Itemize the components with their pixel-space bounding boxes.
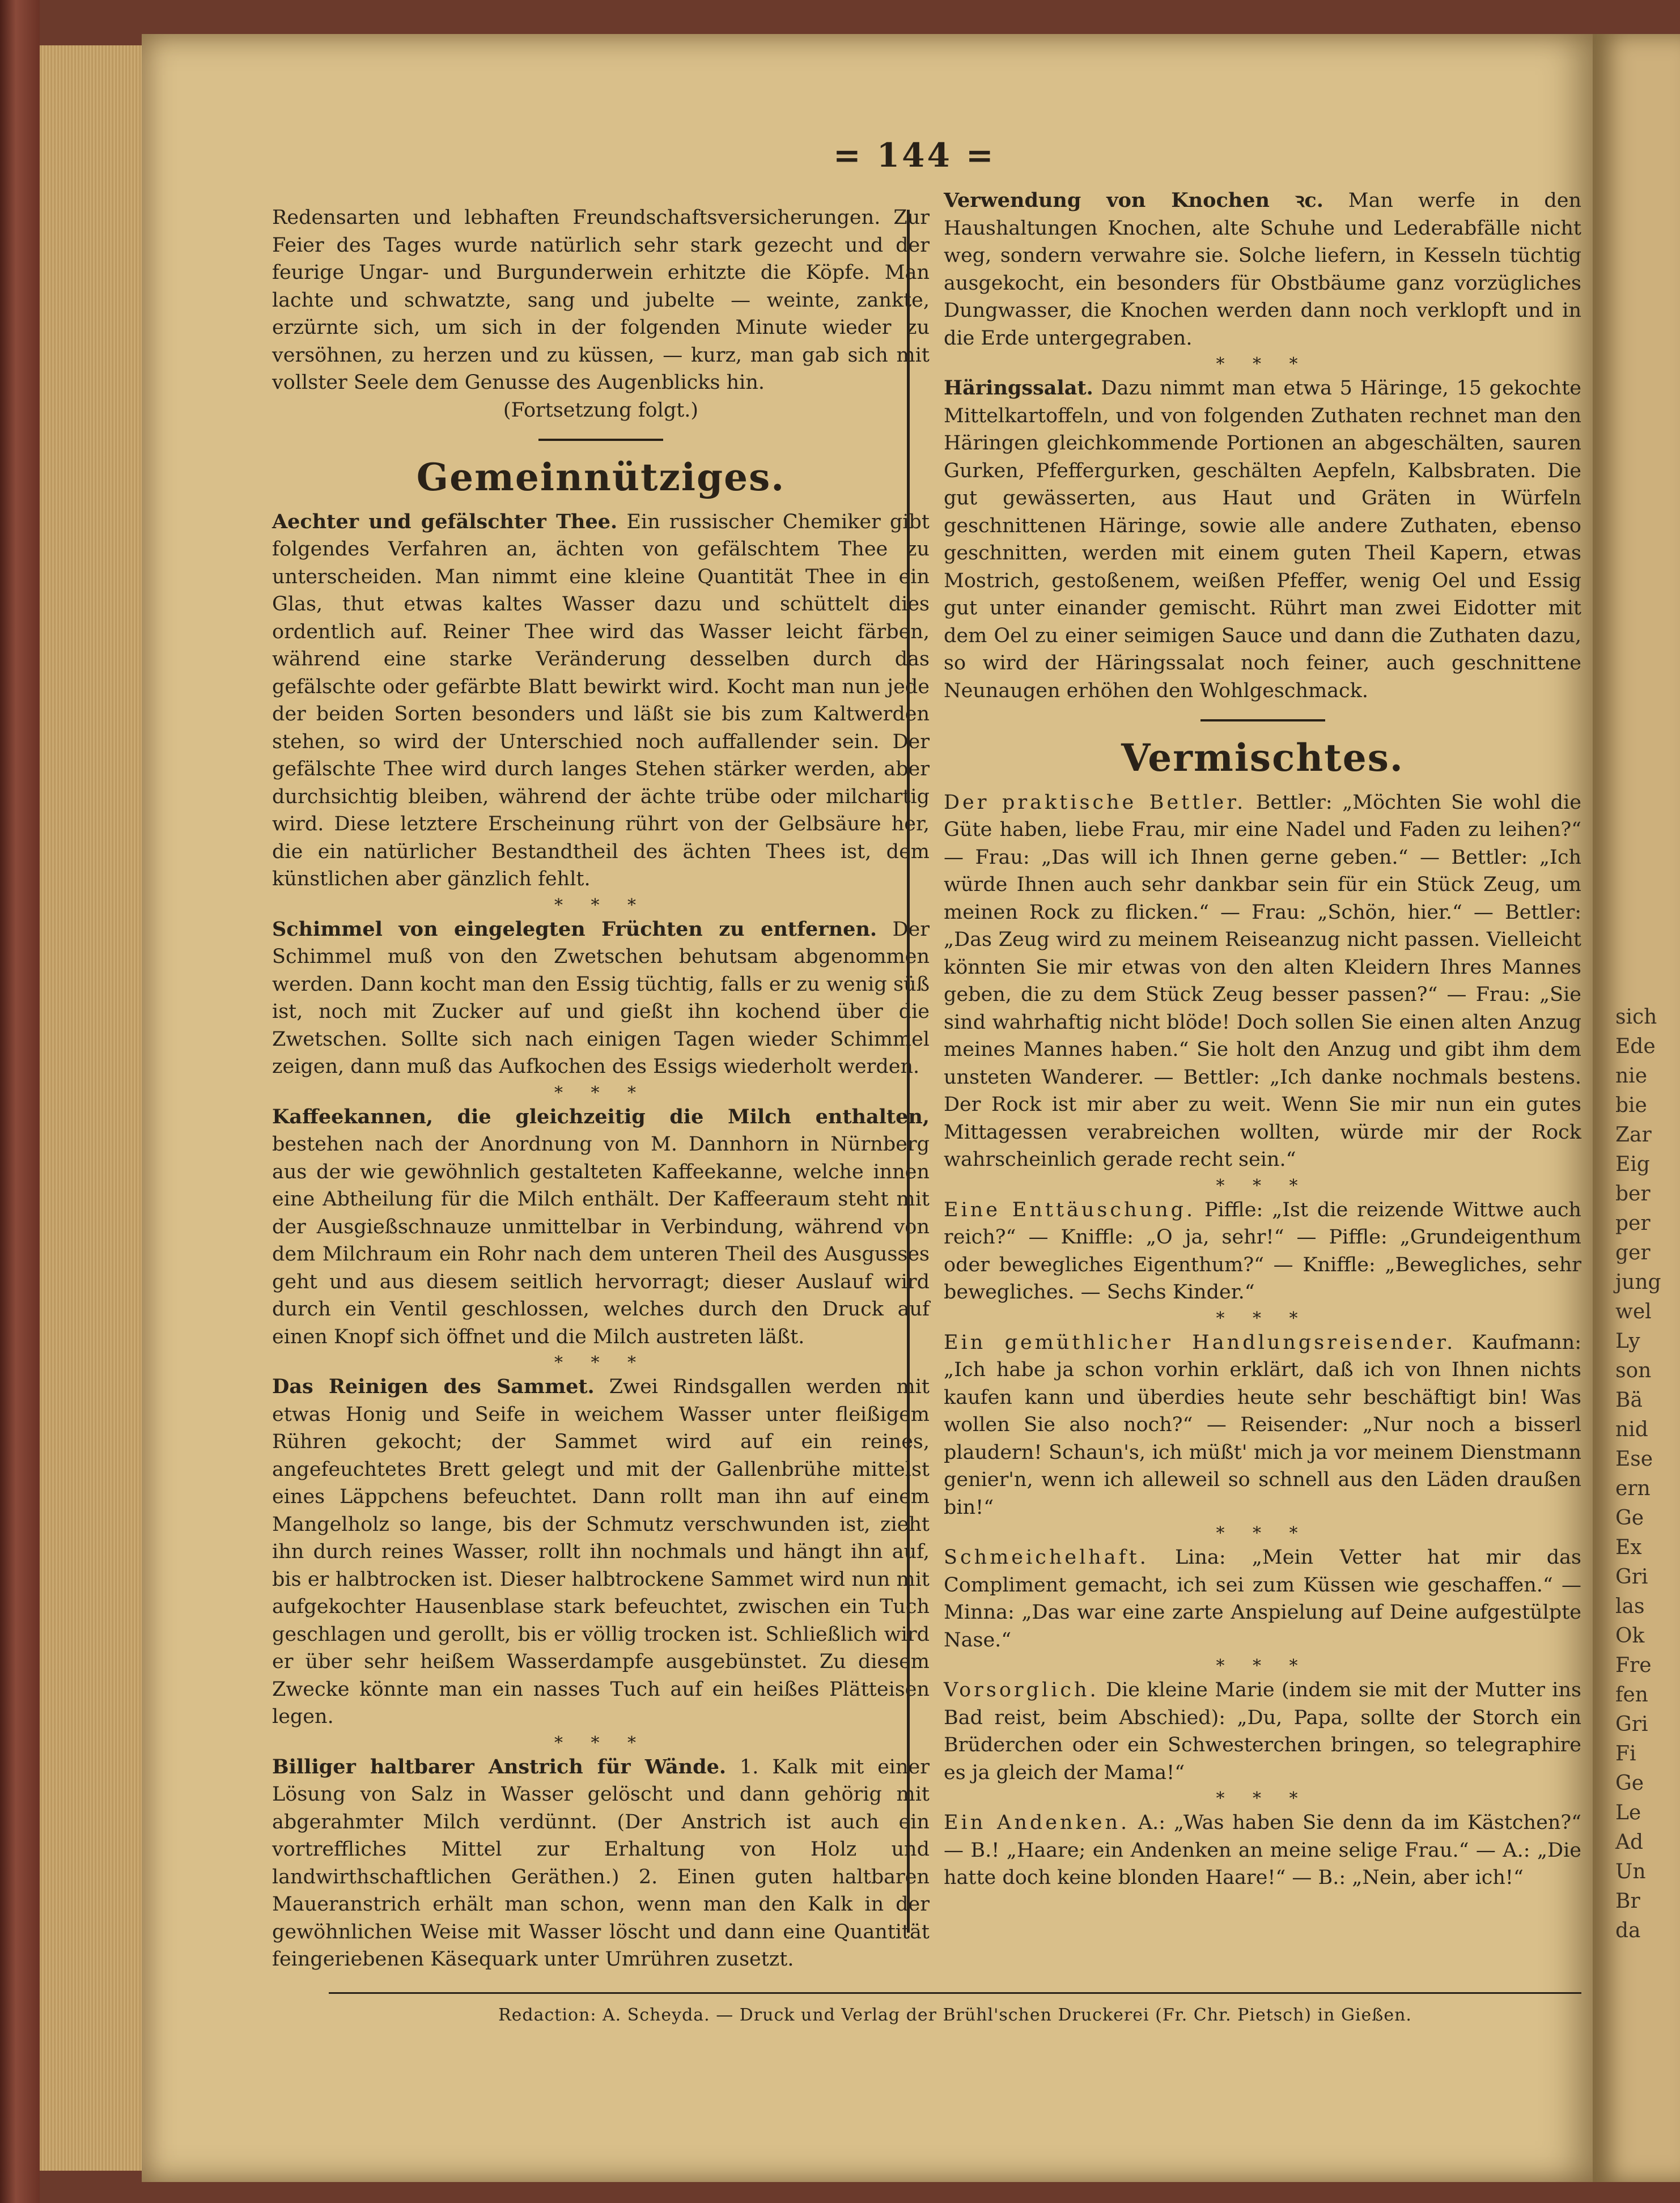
story-ending: Redensarten und lebhaften Freundschaftsversicherungen. Zur Feier des Tages wurde natürlich sehr stark gezecht und der feurige Ungar- und Burgunderwein erhitzte die Köpfe. Man lachte und schwatzte, sang und jubelte — weinte, zankte, erzürnte sich, um sich in der folgenden Minute wieder zu versöhnen, zu herzen und zu küssen, — kurz, man gab sich mit vollster Seele dem Genusse des Augenblicks hin.: [272, 206, 930, 394]
joke-body: Die kleine Marie (indem sie mit der Mutter ins Bad reist, beim Abschied): „Du, Papa, sollte der Storch ein Brüderchen oder ein Schwesterchen bringen, so telegraphire es ja gleich der Mama!“: [944, 1679, 1581, 1784]
adjacent-page-fragment: Ly: [1615, 1330, 1640, 1353]
adjacent-page-fragment: da: [1615, 1919, 1641, 1942]
adjacent-page-fragment: Ede: [1615, 1035, 1656, 1058]
adjacent-page-fragment: Ge: [1615, 1772, 1644, 1795]
adjacent-page-fragment: ger: [1615, 1241, 1651, 1264]
article-body: Ein russischer Chemiker gibt folgendes Verfahren an, ächten von gefälschtem Thee zu unterscheiden. Man nimmt eine kleine Quantität Thee in ein Glas, thut etwas kaltes Wasser dazu und schüttelt dies ordentlich auf. Reiner Thee wird das Wasser leicht färben, während eine starke Veränderung desselben durch das gefälschte oder gefärbte Blatt bewirkt wird. Kocht man nun jede der beiden Sorten besonders und läßt sie bis zum Kaltwerden stehen, so wird der Unterschied noch auffallender sein. Der gefälschte Thee wird durch langes Stehen stärker werden, aber durchsichtig bleiben, während der ächte trübe oder milchartig wird. Diese letztere Erscheinung rührt von der Gelbsäure her, die ein natürlicher Bestandtheil des ächten Thees ist, dem künstlichen aber gänzlich fehlt.: [272, 510, 930, 890]
article-heading: Kaffeekannen, die gleichzeitig die Milch enthalten,: [272, 1105, 930, 1128]
adjacent-page-fragment: Eig: [1615, 1153, 1650, 1176]
joke-provident: [944, 1676, 1581, 1786]
joke-heading: Der praktische Bettler.: [944, 791, 1246, 814]
adjacent-page-fragment: nie: [1615, 1064, 1648, 1088]
separator-stars: * * *: [1216, 1308, 1309, 1328]
adjacent-page-fragment: Bä: [1615, 1389, 1643, 1412]
adjacent-page-fragment: Ese: [1615, 1448, 1653, 1471]
article-body: Zwei Rindsgallen werden mit etwas Honig und Seife in weichem Wasser unter fleißigem Rühren gekocht; der Sammet wird auf ein reines, angefeuchtetes Brett gelegt und mit der Gallenbrühe mittelst eines Läppchens befeuchtet. Dann rollt man ihn auf einem Mangelholz so lange, bis der Schmutz verschwunden ist, zieht ihn durch reines Wasser, rollt ihn nochmals und hängt ihn auf, bis er halbtrocken ist. Dieser halbtrockene Sammet wird nun mit aufgekochter Hausenblase stark befeuchtet, zwischen ein Tuch geschlagen und gerollt, bis er völlig trocken ist. Schließlich wird er über sehr heißem Wasserdampfe ausgebünstet. Zu diesem Zwecke könnte man ein nasses Tuch auf ein heißes Plätteisen legen.: [272, 1376, 930, 1728]
adjacent-page-fragment: wel: [1615, 1300, 1652, 1323]
separator-stars: * * *: [1216, 354, 1309, 374]
joke-body: Lina: „Mein Vetter hat mir das Compliment gemacht, ich sei zum Küssen wie geschaffen.“ — Minna: „Das war eine zarte Anspielung auf Deine aufgestülpte Nase.“: [944, 1546, 1581, 1652]
adjacent-page-fragment: per: [1615, 1212, 1651, 1235]
footer-rule: [329, 1992, 1581, 1994]
joke-body: Kaufmann: „Ich habe ja schon vorhin erklärt, daß ich von Ihnen nichts kaufen kann und überdies heute sehr beschäftigt bin! Was wollen Sie also noch?“ — Reisender: „Nur noch a bisserl plaudern! Schaun's, ich müßt' mich ja vor meinem Dienstmann genier'n, wenn ich alleweil so schnell aus den Läden draußen bin!“: [944, 1331, 1581, 1519]
separator-stars: * * *: [1216, 1175, 1309, 1196]
joke-heading: Ein Andenken.: [944, 1811, 1130, 1834]
left-column: [272, 204, 930, 1973]
adjacent-page-fragment: ber: [1615, 1182, 1651, 1206]
article-velvet: [272, 1373, 930, 1731]
adjacent-page-fragment: Br: [1615, 1890, 1640, 1913]
joke-keepsake: [944, 1809, 1581, 1892]
article-bones: [944, 187, 1581, 352]
book-binding: [0, 0, 40, 2203]
joke-flattering: [944, 1544, 1581, 1654]
article-heading: Verwendung von Knochen ꝛc.: [944, 189, 1323, 212]
article-body: Dazu nimmt man etwa 5 Häringe, 15 gekochte Mittelkartoffeln, und von folgenden Zuthaten rechnet man den Häringen gleichkommende Portionen an abgeschälten, sauren Gurken, Pfeffergurken, geschälten Aepfeln, Kalbsbraten. Die gut gewässerten, aus Haut und Gräten in Würfeln geschnittenen Häringe, sowie alle andere Zuthaten, ebenso geschnitten, werden mit einem guten Theil Kapern, etwas Mostrich, gestoßenem, weißen Pfeffer, wenig Oel und Essig gut unter einander gemischt. Rührt man zwei Eidotter mit dem Oel zu einer seimigen Sauce und dann die Zuthaten dazu, so wird der Häringssalat noch feiner, auch geschnittene Neunaugen erhöhen den Wohlgeschmack.: [944, 377, 1581, 702]
adjacent-page-fragment: Ad: [1615, 1831, 1644, 1854]
adjacent-page-fragment: Ok: [1615, 1624, 1645, 1648]
section-rule: [1200, 719, 1325, 721]
adjacent-page-fragment: Zar: [1615, 1123, 1652, 1147]
section-rule: [538, 439, 663, 441]
page-number: = 144 =: [833, 136, 996, 175]
adjacent-page-fragment: ern: [1615, 1477, 1651, 1500]
adjacent-page-fragment: Le: [1615, 1801, 1641, 1824]
adjacent-page-fragment: son: [1615, 1359, 1652, 1382]
article-body: bestehen nach der Anordnung von M. Dannhorn in Nürnberg aus der wie gewöhnlich gestalteten Kaffeekanne, welche innen eine Abtheilung für die Milch enthält. Der Kaffeeraum steht mit der Ausgießschnauze unmittelbar in Verbindung, während von dem Milchraum ein Rohr nach dem unteren Theil des Ausgusses geht und aus diesem seitlich hervorragt; dieser Auslauf wird durch ein Ventil geschlossen, welches durch den Druck auf einen Knopf sich öffnet und die Milch austreten läßt.: [272, 1133, 930, 1348]
joke-salesman: [944, 1329, 1581, 1522]
joke-beggar: [944, 789, 1581, 1174]
separator-stars: * * *: [554, 1733, 648, 1753]
article-coffeepot: [272, 1103, 930, 1351]
adjacent-page-fragment: jung: [1615, 1271, 1661, 1294]
article-body: Man werfe in den Haushaltungen Knochen, alte Schuhe und Lederabfälle nicht weg, sondern verwahre sie. Solche liefern, in Kesseln tüchtig ausgekocht, ein besonders für Obstbäume ganz vorzügliches Dungwasser, die Knochen werden dann noch verklopft und in die Erde untergegraben.: [944, 189, 1581, 350]
adjacent-page-fragment: Fi: [1615, 1742, 1636, 1765]
adjacent-page-fragment: Un: [1615, 1860, 1646, 1883]
adjacent-page: [1593, 34, 1680, 2182]
article-mould: [272, 916, 930, 1081]
adjacent-page-fragment: bie: [1615, 1094, 1647, 1117]
article-tea: [272, 508, 930, 893]
article-body: Der Schimmel muß von den Zwetschen behutsam abgenommen werden. Dann kocht man den Essig tüchtig, falls er zu wenig süß ist, noch mit Zucker auf und gießt ihn kochend über die Zwetschen. Sollte sich nach einigen Tagen wieder Schimmel zeigen, dann muß das Aufkochen des Essigs wiederholt werden.: [272, 918, 930, 1078]
section-title-gemeinnuetziges: Gemeinnütziges.: [416, 455, 786, 499]
article-heading: Schimmel von eingelegten Früchten zu entfernen.: [272, 917, 877, 941]
page-edges: [40, 45, 142, 2171]
adjacent-page-fragment: sich: [1615, 1005, 1657, 1029]
separator-stars: * * *: [1216, 1523, 1309, 1543]
adjacent-page-fragment: fen: [1615, 1683, 1648, 1707]
adjacent-page-fragment: las: [1615, 1595, 1645, 1618]
adjacent-page-fragment: Ge: [1615, 1506, 1644, 1530]
joke-heading: Schmeichelhaft.: [944, 1546, 1149, 1569]
article-heading: Das Reinigen des Sammet.: [272, 1375, 595, 1398]
article-body: 1. Kalk mit einer Lösung von Salz in Wasser gelöscht und dann gehörig mit abgerahmter Milch verdünnt. (Der Anstrich ist auch ein vortreffliches Mittel zur Erhaltung von Holz und landwirthschaftlichen Geräthen.) 2. Einen guten haltbaren Maueranstrich erhält man schon, wenn man den Kalk in der gewöhnlichen Weise mit Wasser löscht und dann eine Quantität feingeriebenen Käsequark unter Umrühren zusetzt.: [272, 1755, 930, 1971]
adjacent-page-fragment: Ex: [1615, 1536, 1642, 1559]
separator-stars: * * *: [1216, 1656, 1309, 1676]
article-herring-salad: [944, 375, 1581, 704]
separator-stars: * * *: [554, 1083, 648, 1103]
joke-disappointment: [944, 1196, 1581, 1306]
joke-body: Bettler: „Möchten Sie wohl die Güte haben, liebe Frau, mir eine Nadel und Faden zu leihen?“ — Frau: „Das will ich Ihnen gerne geben.“ — Bettler: „Ich würde Ihnen auch sehr dankbar sein für ein Stück Zeug, um meinen Rock zu flicken.“ — Frau: „Schön, hier.“ — Bettler: „Das Zeug wird zu meinem Reiseanzug nicht passen. Vielleicht könnten Sie mir etwas von den alten Kleidern Ihres Mannes geben, die zu dem Stück Zeug besser passen?“ — Frau: „Sie sind wahrhaftig nicht blöde! Doch sollen Sie einen alten Anzug meines Mannes haben.“ Sie holt den Anzug und gibt ihm dem unsteten Wanderer. — Bettler: „Ich danke nochmals bestens. Der Rock ist mir aber zu weit. Wenn Sie mir nun ein gutes Mittagessen verabreichen wollten, würde mir der Rock wahrscheinlich gerade recht sein.“: [944, 791, 1581, 1171]
adjacent-page-fragment: Gri: [1615, 1565, 1648, 1589]
article-wallpaint: [272, 1754, 930, 1973]
adjacent-page-fragment: Fre: [1615, 1654, 1652, 1677]
separator-stars: * * *: [1216, 1789, 1309, 1809]
article-heading: Aechter und gefälschter Thee.: [272, 510, 618, 533]
adjacent-page-fragment: nid: [1615, 1418, 1648, 1441]
joke-heading: Ein gemüthlicher Handlungsreisender.: [944, 1331, 1456, 1354]
article-heading: Häringssalat.: [944, 376, 1093, 400]
joke-heading: Vorsorglich.: [944, 1679, 1099, 1701]
separator-stars: * * *: [554, 895, 648, 915]
section-title-vermischtes: Vermischtes.: [1121, 736, 1404, 780]
joke-body: Piffle: „Ist die reizende Wittwe auch reich?“ — Kniffle: „O ja, sehr!“ — Piffle: „Grundeigenthum oder bewegliches Eigenthum?“ — Kniffle: „Bewegliches, sehr bewegliches. — Sechs Kinder.“: [944, 1198, 1581, 1304]
joke-heading: Eine Enttäuschung.: [944, 1198, 1196, 1221]
right-column: [944, 187, 1581, 1892]
article-heading: Billiger haltbarer Anstrich für Wände.: [272, 1755, 727, 1778]
adjacent-page-fragment: Gri: [1615, 1713, 1648, 1736]
continued-note: (Fortsetzung folgt.): [503, 398, 699, 422]
imprint-footer: Redaction: A. Scheyda. — Druck und Verlag der Brühl'schen Druckerei (Fr. Chr. Pietsch) in Gießen.: [498, 2005, 1412, 2025]
separator-stars: * * *: [554, 1353, 648, 1373]
joke-body: A.: „Was haben Sie denn da im Kästchen?“ — B.! „Haare; ein Andenken an meine selige Frau.“ — A.: „Die hatte doch keine blonden Haare!“ — B.: „Nein, aber ich!“: [944, 1811, 1581, 1889]
